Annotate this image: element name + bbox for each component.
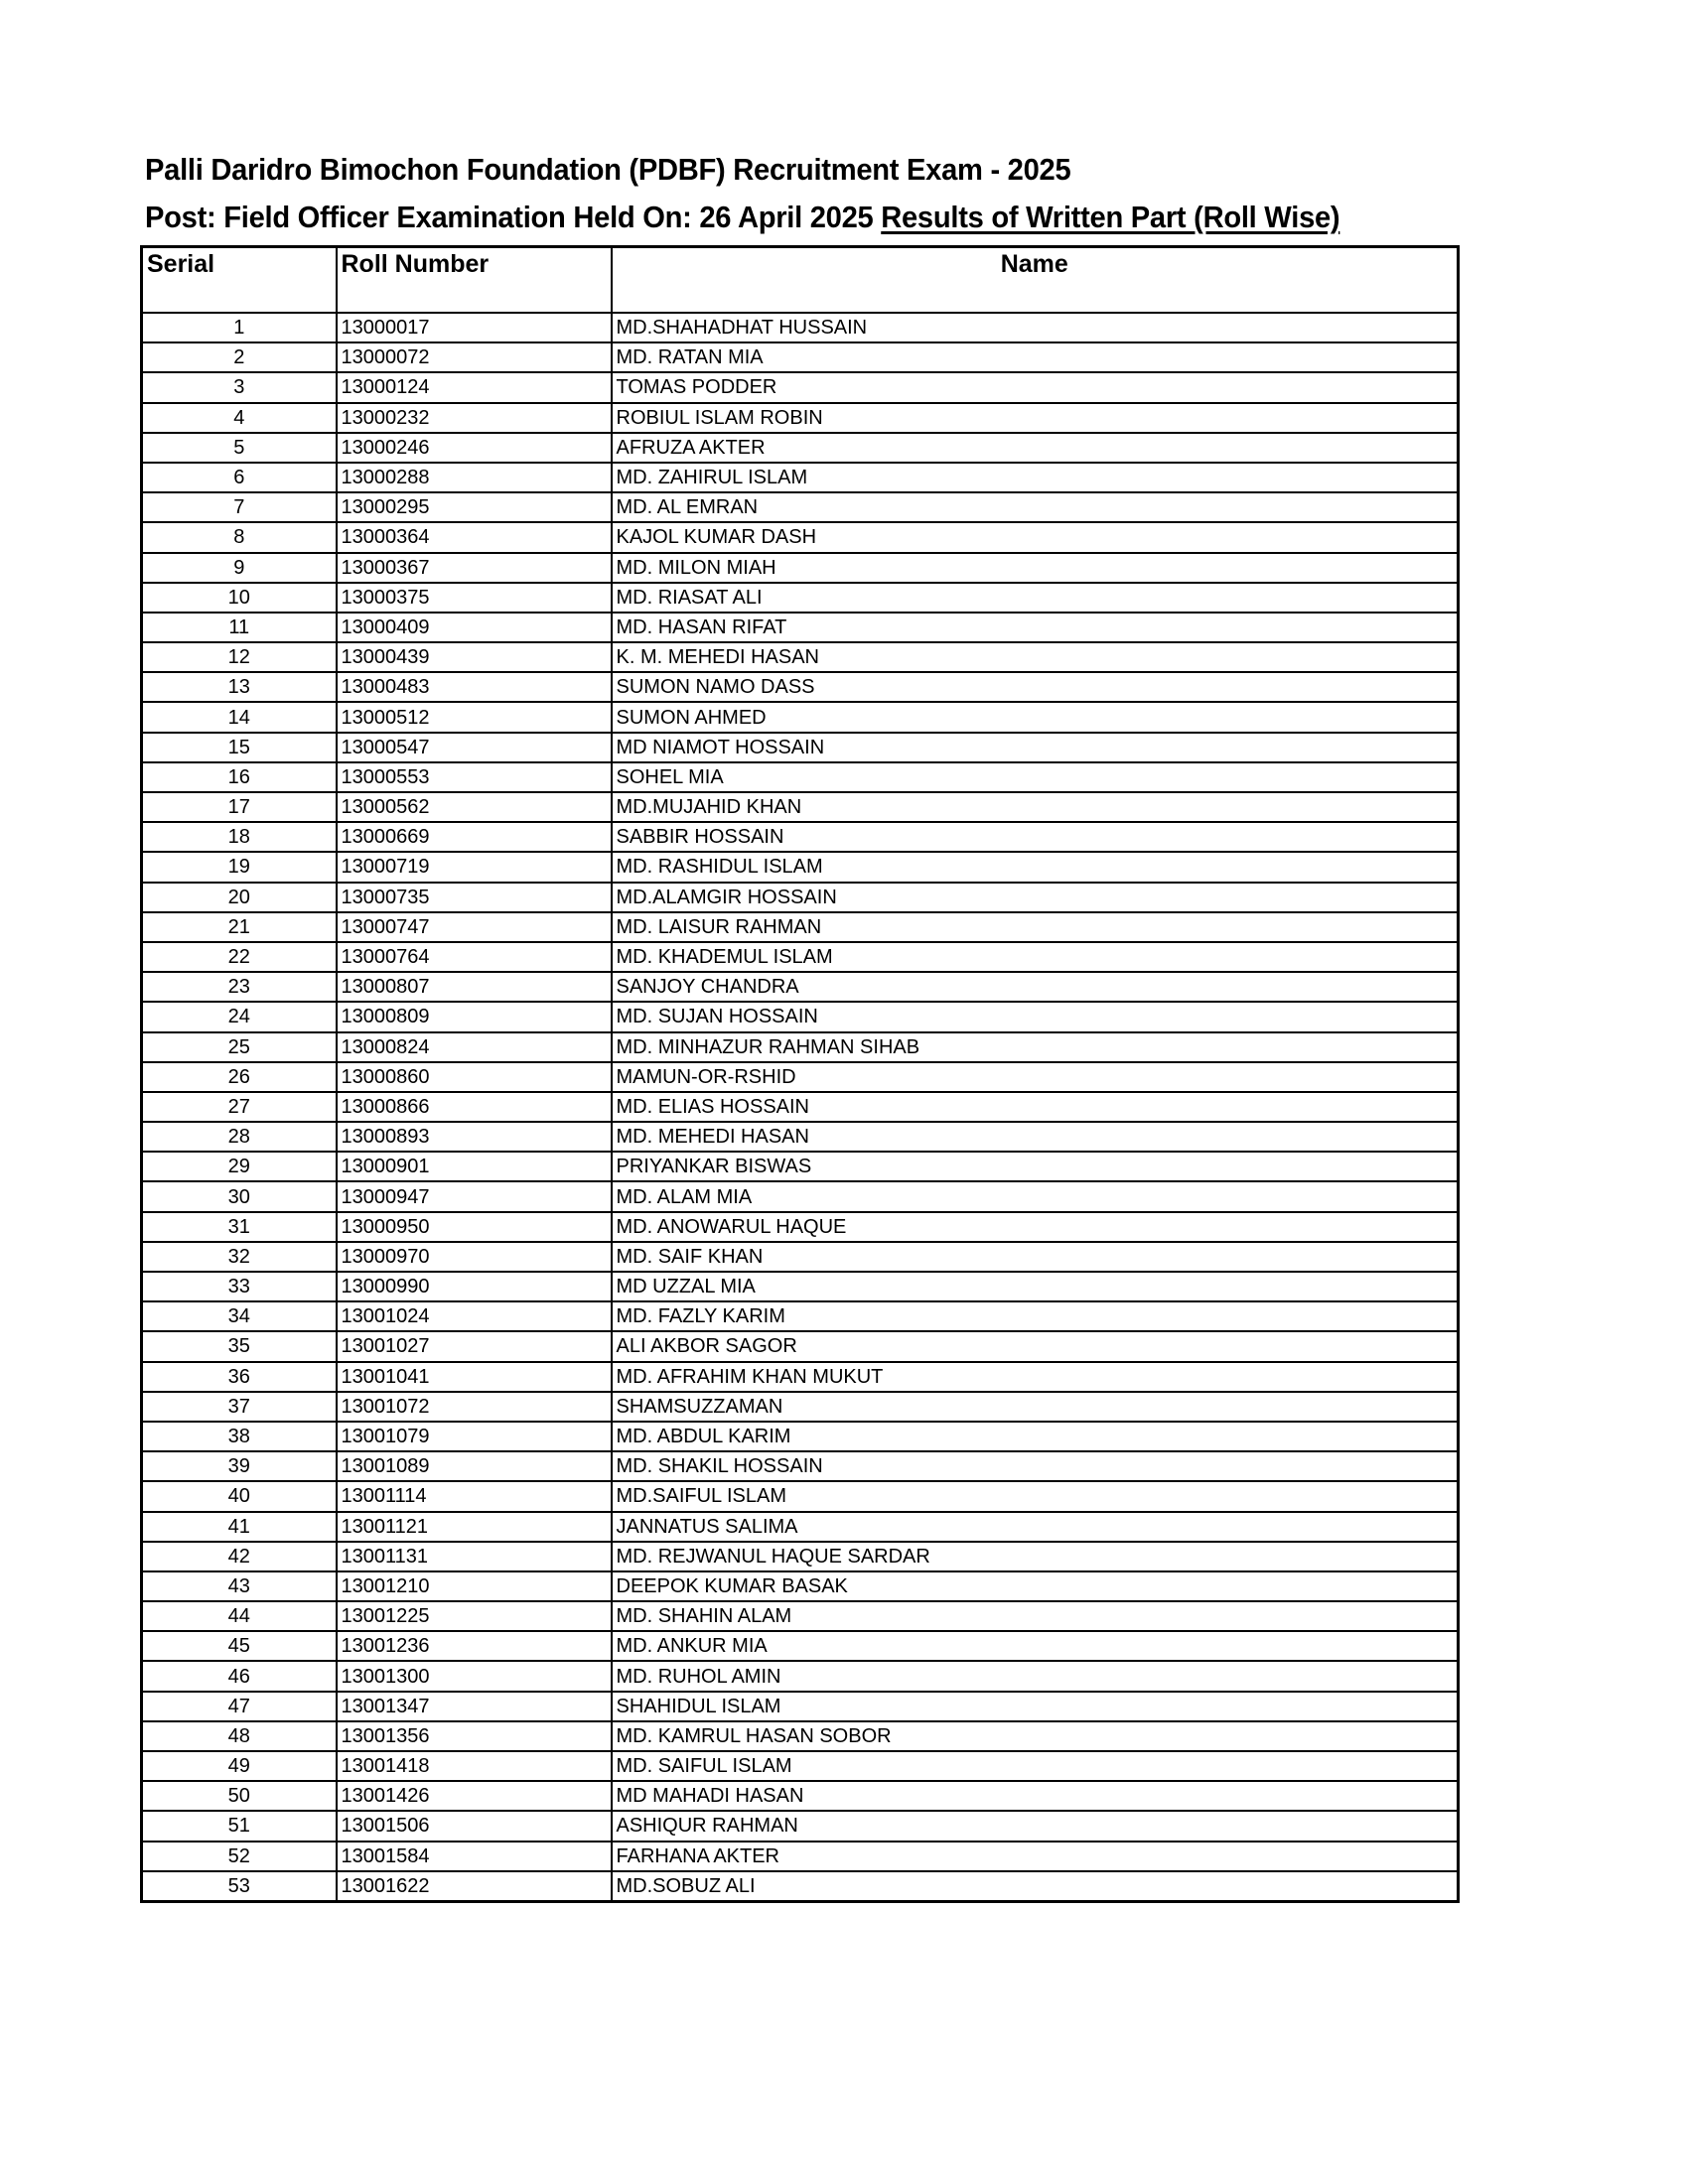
serial-cell: 27 xyxy=(142,1092,337,1122)
table-row xyxy=(142,672,1459,702)
roll-number-cell: 13001089 xyxy=(337,1451,612,1481)
serial-cell: 13 xyxy=(142,672,337,702)
table-row xyxy=(142,342,1459,372)
roll-number-cell: 13000901 xyxy=(337,1152,612,1181)
table-row xyxy=(142,762,1459,792)
name-cell: MAMUN-OR-RSHID xyxy=(612,1062,1459,1092)
serial-cell: 8 xyxy=(142,522,337,552)
table-row xyxy=(142,1301,1459,1331)
serial-cell: 34 xyxy=(142,1301,337,1331)
roll-number-cell: 13001300 xyxy=(337,1661,612,1691)
roll-number-cell: 13001027 xyxy=(337,1331,612,1361)
serial-cell: 43 xyxy=(142,1571,337,1601)
table-row xyxy=(142,1152,1459,1181)
serial-cell: 42 xyxy=(142,1542,337,1571)
name-cell: MD. KHADEMUL ISLAM xyxy=(612,942,1459,972)
name-cell: MD UZZAL MIA xyxy=(612,1272,1459,1301)
table-row xyxy=(142,1362,1459,1392)
table-row xyxy=(142,522,1459,552)
name-cell: MD. MEHEDI HASAN xyxy=(612,1122,1459,1152)
roll-number-cell: 13001210 xyxy=(337,1571,612,1601)
roll-number-cell: 13000017 xyxy=(337,313,612,342)
roll-number-cell: 13000483 xyxy=(337,672,612,702)
serial-cell: 52 xyxy=(142,1842,337,1871)
roll-number-cell: 13001225 xyxy=(337,1601,612,1631)
roll-number-cell: 13000990 xyxy=(337,1272,612,1301)
name-cell: MD.SOBUZ ALI xyxy=(612,1871,1459,1902)
roll-number-cell: 13000547 xyxy=(337,733,612,762)
roll-number-cell: 13001079 xyxy=(337,1422,612,1451)
roll-number-cell: 13000809 xyxy=(337,1002,612,1031)
name-cell: AFRUZA AKTER xyxy=(612,433,1459,463)
roll-number-cell: 13000367 xyxy=(337,553,612,583)
name-cell: MD NIAMOT HOSSAIN xyxy=(612,733,1459,762)
table-row xyxy=(142,463,1459,492)
name-cell: MD. ELIAS HOSSAIN xyxy=(612,1092,1459,1122)
name-cell: MD. RIASAT ALI xyxy=(612,583,1459,613)
serial-cell: 2 xyxy=(142,342,337,372)
serial-cell: 33 xyxy=(142,1272,337,1301)
serial-cell: 12 xyxy=(142,642,337,672)
serial-cell: 25 xyxy=(142,1032,337,1062)
roll-number-cell: 13001114 xyxy=(337,1481,612,1511)
roll-number-cell: 13000866 xyxy=(337,1092,612,1122)
name-cell: MD. LAISUR RAHMAN xyxy=(612,912,1459,942)
name-cell: MD. SHAKIL HOSSAIN xyxy=(612,1451,1459,1481)
roll-number-cell: 13000375 xyxy=(337,583,612,613)
name-cell: MD. ANOWARUL HAQUE xyxy=(612,1212,1459,1242)
serial-cell: 37 xyxy=(142,1392,337,1422)
roll-number-cell: 13000970 xyxy=(337,1242,612,1272)
roll-number-cell: 13000553 xyxy=(337,762,612,792)
serial-cell: 4 xyxy=(142,403,337,433)
header-serial: Serial xyxy=(142,247,337,314)
name-cell: ASHIQUR RAHMAN xyxy=(612,1811,1459,1841)
serial-cell: 38 xyxy=(142,1422,337,1451)
serial-cell: 22 xyxy=(142,942,337,972)
roll-number-cell: 13001426 xyxy=(337,1781,612,1811)
roll-number-cell: 13000364 xyxy=(337,522,612,552)
serial-cell: 10 xyxy=(142,583,337,613)
name-cell: MD. MINHAZUR RAHMAN SIHAB xyxy=(612,1032,1459,1062)
serial-cell: 17 xyxy=(142,792,337,822)
name-cell: MD. FAZLY KARIM xyxy=(612,1301,1459,1331)
table-row xyxy=(142,1181,1459,1211)
name-cell: MD.MUJAHID KHAN xyxy=(612,792,1459,822)
name-cell: MD. RASHIDUL ISLAM xyxy=(612,852,1459,882)
serial-cell: 50 xyxy=(142,1781,337,1811)
name-cell: K. M. MEHEDI HASAN xyxy=(612,642,1459,672)
roll-number-cell: 13001236 xyxy=(337,1631,612,1661)
roll-number-cell: 13001356 xyxy=(337,1721,612,1751)
serial-cell: 24 xyxy=(142,1002,337,1031)
roll-number-cell: 13001347 xyxy=(337,1692,612,1721)
name-cell: ROBIUL ISLAM ROBIN xyxy=(612,403,1459,433)
roll-number-cell: 13000288 xyxy=(337,463,612,492)
roll-number-cell: 13001072 xyxy=(337,1392,612,1422)
table-row xyxy=(142,912,1459,942)
roll-number-cell: 13000735 xyxy=(337,883,612,912)
header-name: Name xyxy=(612,247,1459,314)
name-cell: SUMON AHMED xyxy=(612,702,1459,732)
name-cell: ALI AKBOR SAGOR xyxy=(612,1331,1459,1361)
name-cell: MD. HASAN RIFAT xyxy=(612,613,1459,642)
roll-number-cell: 13000439 xyxy=(337,642,612,672)
table-row xyxy=(142,1062,1459,1092)
table-row xyxy=(142,553,1459,583)
roll-number-cell: 13000124 xyxy=(337,372,612,402)
table-row xyxy=(142,1002,1459,1031)
table-row xyxy=(142,1631,1459,1661)
roll-number-cell: 13000893 xyxy=(337,1122,612,1152)
roll-number-cell: 13001121 xyxy=(337,1512,612,1542)
serial-cell: 35 xyxy=(142,1331,337,1361)
roll-number-cell: 13000669 xyxy=(337,822,612,852)
serial-cell: 19 xyxy=(142,852,337,882)
table-row xyxy=(142,642,1459,672)
roll-number-cell: 13000807 xyxy=(337,972,612,1002)
name-cell: JANNATUS SALIMA xyxy=(612,1512,1459,1542)
table-row xyxy=(142,492,1459,522)
roll-number-cell: 13000950 xyxy=(337,1212,612,1242)
name-cell: MD. ZAHIRUL ISLAM xyxy=(612,463,1459,492)
table-body xyxy=(142,313,1459,1901)
serial-cell: 39 xyxy=(142,1451,337,1481)
table-row xyxy=(142,1571,1459,1601)
name-cell: MD.SHAHADHAT HUSSAIN xyxy=(612,313,1459,342)
table-row xyxy=(142,1871,1459,1902)
results-table xyxy=(140,245,1460,1903)
serial-cell: 26 xyxy=(142,1062,337,1092)
name-cell: SABBIR HOSSAIN xyxy=(612,822,1459,852)
name-cell: MD.SAIFUL ISLAM xyxy=(612,1481,1459,1511)
table-row xyxy=(142,792,1459,822)
name-cell: MD. REJWANUL HAQUE SARDAR xyxy=(612,1542,1459,1571)
name-cell: SHAMSUZZAMAN xyxy=(612,1392,1459,1422)
name-cell: MD. SHAHIN ALAM xyxy=(612,1601,1459,1631)
roll-number-cell: 13000295 xyxy=(337,492,612,522)
serial-cell: 31 xyxy=(142,1212,337,1242)
table-row xyxy=(142,1451,1459,1481)
table-row xyxy=(142,1422,1459,1451)
serial-cell: 9 xyxy=(142,553,337,583)
roll-number-cell: 13000232 xyxy=(337,403,612,433)
table-row xyxy=(142,1842,1459,1871)
roll-number-cell: 13000562 xyxy=(337,792,612,822)
table-row xyxy=(142,613,1459,642)
roll-number-cell: 13001622 xyxy=(337,1871,612,1902)
table-row xyxy=(142,1481,1459,1511)
name-cell: SHAHIDUL ISLAM xyxy=(612,1692,1459,1721)
roll-number-cell: 13001131 xyxy=(337,1542,612,1571)
roll-number-cell: 13001418 xyxy=(337,1751,612,1781)
serial-cell: 36 xyxy=(142,1362,337,1392)
roll-number-cell: 13000947 xyxy=(337,1181,612,1211)
name-cell: MD. ANKUR MIA xyxy=(612,1631,1459,1661)
table-row xyxy=(142,1331,1459,1361)
serial-cell: 32 xyxy=(142,1242,337,1272)
table-row xyxy=(142,1781,1459,1811)
roll-number-cell: 13001506 xyxy=(337,1811,612,1841)
table-row xyxy=(142,583,1459,613)
name-cell: SANJOY CHANDRA xyxy=(612,972,1459,1002)
serial-cell: 28 xyxy=(142,1122,337,1152)
table-row xyxy=(142,1032,1459,1062)
roll-number-cell: 13000246 xyxy=(337,433,612,463)
table-row xyxy=(142,1601,1459,1631)
roll-number-cell: 13001584 xyxy=(337,1842,612,1871)
serial-cell: 5 xyxy=(142,433,337,463)
roll-number-cell: 13000719 xyxy=(337,852,612,882)
table-row xyxy=(142,942,1459,972)
serial-cell: 53 xyxy=(142,1871,337,1902)
name-cell: SUMON NAMO DASS xyxy=(612,672,1459,702)
table-row xyxy=(142,883,1459,912)
table-row xyxy=(142,852,1459,882)
serial-cell: 46 xyxy=(142,1661,337,1691)
serial-cell: 14 xyxy=(142,702,337,732)
serial-cell: 40 xyxy=(142,1481,337,1511)
name-cell: MD. ABDUL KARIM xyxy=(612,1422,1459,1451)
serial-cell: 41 xyxy=(142,1512,337,1542)
table-row xyxy=(142,1661,1459,1691)
table-row xyxy=(142,702,1459,732)
roll-number-cell: 13000860 xyxy=(337,1062,612,1092)
roll-number-cell: 13001041 xyxy=(337,1362,612,1392)
table-row xyxy=(142,822,1459,852)
table-row xyxy=(142,1512,1459,1542)
serial-cell: 30 xyxy=(142,1181,337,1211)
table-row xyxy=(142,372,1459,402)
table-row xyxy=(142,1212,1459,1242)
table-row xyxy=(142,1751,1459,1781)
table-row xyxy=(142,1692,1459,1721)
table-row xyxy=(142,1392,1459,1422)
serial-cell: 49 xyxy=(142,1751,337,1781)
serial-cell: 6 xyxy=(142,463,337,492)
name-cell: KAJOL KUMAR DASH xyxy=(612,522,1459,552)
name-cell: MD. RATAN MIA xyxy=(612,342,1459,372)
serial-cell: 16 xyxy=(142,762,337,792)
table-row xyxy=(142,313,1459,342)
name-cell: MD. SAIFUL ISLAM xyxy=(612,1751,1459,1781)
table-row xyxy=(142,1811,1459,1841)
name-cell: MD. AFRAHIM KHAN MUKUT xyxy=(612,1362,1459,1392)
name-cell: TOMAS PODDER xyxy=(612,372,1459,402)
roll-number-cell: 13000512 xyxy=(337,702,612,732)
name-cell: MD. MILON MIAH xyxy=(612,553,1459,583)
roll-number-cell: 13001024 xyxy=(337,1301,612,1331)
post-exam-info: Post: Field Officer Examination Held On: 26 April 2025 xyxy=(145,200,882,234)
serial-cell: 18 xyxy=(142,822,337,852)
name-cell: FARHANA AKTER xyxy=(612,1842,1459,1871)
name-cell: PRIYANKAR BISWAS xyxy=(612,1152,1459,1181)
serial-cell: 11 xyxy=(142,613,337,642)
table-row xyxy=(142,1542,1459,1571)
roll-number-cell: 13000409 xyxy=(337,613,612,642)
table-row xyxy=(142,433,1459,463)
roll-number-cell: 13000072 xyxy=(337,342,612,372)
table-row xyxy=(142,1122,1459,1152)
serial-cell: 51 xyxy=(142,1811,337,1841)
serial-cell: 1 xyxy=(142,313,337,342)
serial-cell: 3 xyxy=(142,372,337,402)
serial-cell: 44 xyxy=(142,1601,337,1631)
roll-number-cell: 13000747 xyxy=(337,912,612,942)
serial-cell: 15 xyxy=(142,733,337,762)
serial-cell: 23 xyxy=(142,972,337,1002)
table-row xyxy=(142,972,1459,1002)
name-cell: MD.ALAMGIR HOSSAIN xyxy=(612,883,1459,912)
name-cell: MD MAHADI HASAN xyxy=(612,1781,1459,1811)
roll-number-cell: 13000824 xyxy=(337,1032,612,1062)
table-header-row xyxy=(142,247,1459,314)
name-cell: MD. SAIF KHAN xyxy=(612,1242,1459,1272)
name-cell: DEEPOK KUMAR BASAK xyxy=(612,1571,1459,1601)
table-row xyxy=(142,1721,1459,1751)
roll-number-cell: 13000764 xyxy=(337,942,612,972)
document-title: Palli Daridro Bimochon Foundation (PDBF) Recruitment Exam - 2025 xyxy=(145,152,1071,187)
serial-cell: 7 xyxy=(142,492,337,522)
serial-cell: 48 xyxy=(142,1721,337,1751)
serial-cell: 20 xyxy=(142,883,337,912)
document-subtitle xyxy=(145,200,1339,235)
table-row xyxy=(142,403,1459,433)
name-cell: MD. ALAM MIA xyxy=(612,1181,1459,1211)
name-cell: SOHEL MIA xyxy=(612,762,1459,792)
name-cell: MD. KAMRUL HASAN SOBOR xyxy=(612,1721,1459,1751)
serial-cell: 45 xyxy=(142,1631,337,1661)
serial-cell: 29 xyxy=(142,1152,337,1181)
name-cell: MD. AL EMRAN xyxy=(612,492,1459,522)
table-row xyxy=(142,1092,1459,1122)
table-row xyxy=(142,1242,1459,1272)
table-row xyxy=(142,733,1459,762)
name-cell: MD. SUJAN HOSSAIN xyxy=(612,1002,1459,1031)
serial-cell: 21 xyxy=(142,912,337,942)
header-roll-number: Roll Number xyxy=(337,247,612,314)
serial-cell: 47 xyxy=(142,1692,337,1721)
table-row xyxy=(142,1272,1459,1301)
name-cell: MD. RUHOL AMIN xyxy=(612,1661,1459,1691)
results-heading: Results of Written Part (Roll Wise) xyxy=(881,200,1340,234)
